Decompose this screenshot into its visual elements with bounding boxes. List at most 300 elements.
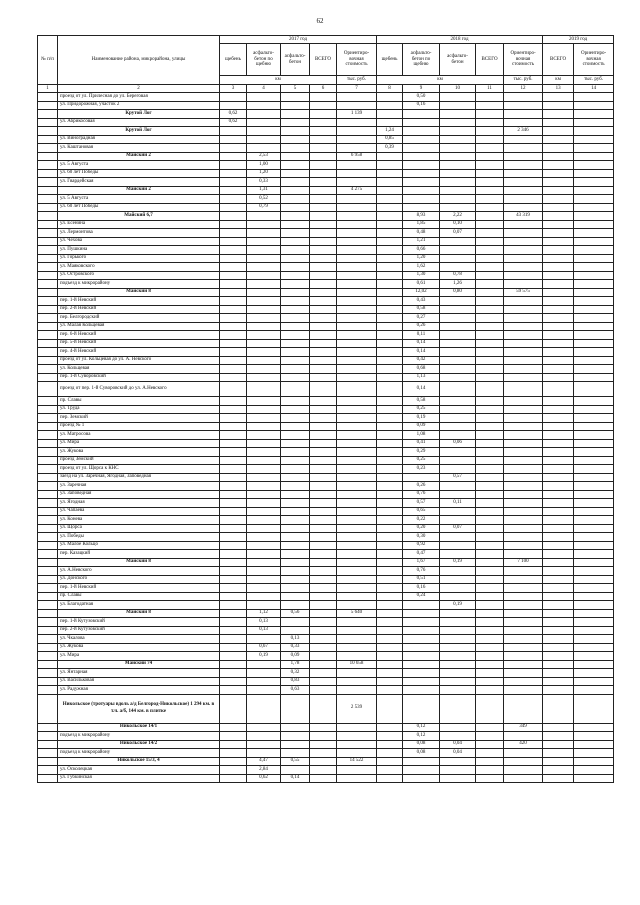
value-cell [504, 93, 543, 102]
value-cell [310, 152, 337, 161]
street-name-cell: Крутой Лог [58, 110, 220, 119]
value-cell [504, 686, 543, 695]
value-cell [247, 93, 281, 102]
value-cell [337, 516, 377, 525]
value-cell [574, 186, 614, 195]
value-cell [543, 541, 574, 550]
value-cell [543, 567, 574, 576]
value-cell [310, 305, 337, 314]
street-name-cell: ул. Виноградная [58, 135, 220, 144]
value-cell [337, 237, 377, 246]
value-cell [337, 356, 377, 365]
value-cell [504, 195, 543, 204]
value-cell: 0,20 [403, 524, 440, 533]
value-cell [574, 229, 614, 238]
value-cell [310, 356, 337, 365]
value-cell [476, 723, 504, 732]
value-cell [543, 110, 574, 119]
value-cell [440, 110, 476, 119]
value-cell [574, 584, 614, 593]
column-number: 6 [310, 85, 337, 93]
value-cell [377, 331, 403, 340]
street-name-cell: проезд от ул. Щорса к КНС [58, 465, 220, 474]
value-cell: 0,13 [247, 626, 281, 635]
value-cell [543, 314, 574, 323]
value-cell [220, 314, 247, 323]
row-number-cell [38, 373, 58, 382]
value-cell [281, 93, 310, 102]
value-cell [247, 694, 281, 723]
table-row [38, 749, 614, 758]
value-cell [247, 533, 281, 542]
row-number-cell [38, 694, 58, 723]
value-cell [247, 271, 281, 280]
value-cell [574, 254, 614, 263]
value-cell [574, 601, 614, 610]
value-cell [440, 263, 476, 272]
street-name-cell: ул. Горького [58, 254, 220, 263]
value-cell [310, 669, 337, 678]
row-number-cell [38, 331, 58, 340]
value-cell [377, 178, 403, 187]
value-cell [440, 322, 476, 331]
table-row [38, 169, 614, 178]
value-cell [574, 161, 614, 170]
value-cell [220, 660, 247, 669]
value-cell [281, 465, 310, 474]
table-section-row [38, 212, 614, 221]
street-name-cell: Майский 6,7 [58, 212, 220, 221]
value-cell [377, 439, 403, 448]
table-row [38, 356, 614, 365]
value-cell [337, 567, 377, 576]
value-cell [440, 643, 476, 652]
value-cell [574, 93, 614, 102]
street-name-cell: ул. Маяковского [58, 263, 220, 272]
street-name-cell: проезд Земский [58, 456, 220, 465]
value-cell [403, 110, 440, 119]
value-cell [504, 567, 543, 576]
street-name-cell: ул. Островского [58, 271, 220, 280]
value-cell [476, 541, 504, 550]
row-number-cell [38, 348, 58, 357]
row-number-cell [38, 669, 58, 678]
value-cell [247, 229, 281, 238]
value-cell: 0,62 [220, 118, 247, 127]
column-number: 10 [440, 85, 476, 93]
street-name-cell: пер. Земский [58, 414, 220, 423]
value-cell [543, 297, 574, 306]
value-cell [310, 592, 337, 601]
value-cell [403, 186, 440, 195]
value-cell: 0,08 [403, 740, 440, 749]
value-cell [504, 660, 543, 669]
value-cell [310, 694, 337, 723]
street-name-cell: подъезд к микрорайону [58, 749, 220, 758]
value-cell [220, 356, 247, 365]
value-cell [476, 524, 504, 533]
value-cell [574, 127, 614, 136]
value-cell [543, 635, 574, 644]
street-name-cell: пер. 2-й Невский [58, 305, 220, 314]
value-cell [476, 414, 504, 423]
value-cell [220, 669, 247, 678]
value-cell [476, 635, 504, 644]
value-cell [476, 431, 504, 440]
row-number-cell [38, 322, 58, 331]
table-row [38, 144, 614, 153]
value-cell [476, 740, 504, 749]
table-row [38, 516, 614, 525]
value-cell [337, 677, 377, 686]
value-cell [476, 694, 504, 723]
value-cell [337, 373, 377, 382]
value-cell [504, 152, 543, 161]
value-cell [504, 533, 543, 542]
row-number-cell [38, 524, 58, 533]
row-number-cell [38, 516, 58, 525]
street-name-cell: ул. Заречная [58, 482, 220, 491]
table-row [38, 618, 614, 627]
street-name-cell: ул. Заповедная [58, 490, 220, 499]
value-cell [476, 499, 504, 508]
value-cell [476, 305, 504, 314]
value-cell [337, 339, 377, 348]
value-cell [377, 161, 403, 170]
table-row [38, 101, 614, 110]
value-cell [281, 507, 310, 516]
value-cell: 0,11 [440, 499, 476, 508]
value-cell [220, 237, 247, 246]
table-section-row [38, 110, 614, 119]
value-cell [504, 161, 543, 170]
value-cell [543, 601, 574, 610]
value-cell [440, 178, 476, 187]
table-row [38, 203, 614, 212]
value-cell [504, 618, 543, 627]
value-cell [476, 186, 504, 195]
value-cell [377, 465, 403, 474]
value-cell [543, 482, 574, 491]
row-number-cell [38, 482, 58, 491]
row-number-cell [38, 305, 58, 314]
row-number-cell [38, 575, 58, 584]
street-name-cell: пер. 1-й Кутузовский [58, 618, 220, 627]
row-number-cell [38, 152, 58, 161]
value-cell [403, 178, 440, 187]
value-cell [247, 305, 281, 314]
value-cell [476, 101, 504, 110]
value-cell: 0,43 [403, 297, 440, 306]
row-number-cell [38, 473, 58, 482]
value-cell [377, 694, 403, 723]
value-cell: 0,62 [247, 774, 281, 783]
value-cell [574, 422, 614, 431]
row-number-cell [38, 774, 58, 783]
value-cell [337, 635, 377, 644]
value-cell [574, 288, 614, 297]
value-cell [281, 749, 310, 758]
value-cell [337, 448, 377, 457]
table-row [38, 246, 614, 255]
value-cell [543, 271, 574, 280]
value-cell [247, 118, 281, 127]
row-number-cell [38, 229, 58, 238]
value-cell [403, 473, 440, 482]
value-cell [337, 169, 377, 178]
value-cell [440, 490, 476, 499]
value-cell [504, 144, 543, 153]
street-name-cell: ул. Труда [58, 405, 220, 414]
value-cell [403, 144, 440, 153]
value-cell [220, 297, 247, 306]
table-row [38, 652, 614, 661]
value-cell [247, 732, 281, 741]
header-asphalt: асфальто-бетон [440, 44, 476, 76]
value-cell [310, 161, 337, 170]
table-row [38, 414, 614, 423]
value-cell: 0,04 [440, 749, 476, 758]
table-header [38, 36, 614, 93]
table-row [38, 405, 614, 414]
table-row [38, 524, 614, 533]
value-cell [220, 626, 247, 635]
row-number-cell [38, 490, 58, 499]
value-cell [574, 431, 614, 440]
value-cell [247, 431, 281, 440]
value-cell [440, 635, 476, 644]
value-cell [476, 439, 504, 448]
value-cell [220, 101, 247, 110]
value-cell [504, 297, 543, 306]
value-cell [476, 456, 504, 465]
value-cell [247, 456, 281, 465]
value-cell [476, 626, 504, 635]
value-cell [247, 288, 281, 297]
value-cell [543, 558, 574, 567]
street-name-cell: ул. Есенина [58, 220, 220, 229]
value-cell [574, 524, 614, 533]
value-cell [377, 473, 403, 482]
value-cell [476, 110, 504, 119]
value-cell [247, 740, 281, 749]
value-cell [440, 669, 476, 678]
table-row [38, 499, 614, 508]
value-cell [281, 499, 310, 508]
header-unit-km: км [377, 76, 504, 85]
value-cell [543, 686, 574, 695]
value-cell: 1,62 [403, 263, 440, 272]
value-cell [504, 397, 543, 406]
value-cell [504, 118, 543, 127]
value-cell [337, 669, 377, 678]
value-cell [281, 127, 310, 136]
value-cell [247, 575, 281, 584]
value-cell [247, 365, 281, 374]
value-cell [403, 203, 440, 212]
table-row [38, 732, 614, 741]
value-cell [220, 490, 247, 499]
value-cell [377, 541, 403, 550]
value-cell [310, 448, 337, 457]
value-cell [476, 161, 504, 170]
value-cell [220, 373, 247, 382]
value-cell: 0,26 [403, 322, 440, 331]
value-cell [574, 686, 614, 695]
value-cell: 0,83 [281, 677, 310, 686]
street-name-cell: ул. Малая Кольцевая [58, 322, 220, 331]
value-cell [247, 550, 281, 559]
row-number-cell [38, 609, 58, 618]
row-number-cell [38, 541, 58, 550]
value-cell [377, 195, 403, 204]
row-number-cell [38, 246, 58, 255]
value-cell [543, 237, 574, 246]
value-cell [440, 405, 476, 414]
value-cell [543, 195, 574, 204]
street-name-cell: ул. Янтарная [58, 669, 220, 678]
table-row [38, 135, 614, 144]
value-cell [574, 499, 614, 508]
value-cell [504, 237, 543, 246]
street-name-cell: пер. 2-й Кутузовский [58, 626, 220, 635]
value-cell: 0,76 [403, 490, 440, 499]
value-cell [574, 144, 614, 153]
street-name-cell: ул. Абрикосовая [58, 118, 220, 127]
value-cell [377, 220, 403, 229]
value-cell: 0,09 [281, 652, 310, 661]
value-cell [543, 660, 574, 669]
street-name-cell: пр. Славы [58, 592, 220, 601]
column-number: 2 [58, 85, 220, 93]
value-cell [337, 101, 377, 110]
value-cell [440, 757, 476, 766]
value-cell [281, 246, 310, 255]
value-cell [574, 456, 614, 465]
street-name-cell: ул. 5 Августа [58, 161, 220, 170]
value-cell [310, 101, 337, 110]
value-cell [247, 263, 281, 272]
value-cell [504, 643, 543, 652]
row-number-cell [38, 365, 58, 374]
value-cell [220, 280, 247, 289]
value-cell [574, 677, 614, 686]
value-cell [337, 144, 377, 153]
value-cell: 0,48 [403, 229, 440, 238]
value-cell [476, 271, 504, 280]
table-row [38, 439, 614, 448]
value-cell [476, 422, 504, 431]
street-name-cell: ул. Пушкина [58, 246, 220, 255]
row-number-cell [38, 414, 58, 423]
street-name-cell: ул. Чехова [58, 237, 220, 246]
header-total: ВСЕГО [543, 44, 574, 76]
value-cell [247, 246, 281, 255]
value-cell [247, 397, 281, 406]
value-cell [281, 195, 310, 204]
value-cell [220, 677, 247, 686]
value-cell [310, 93, 337, 102]
street-name-cell: ул. А.Невского [58, 567, 220, 576]
value-cell [337, 314, 377, 323]
value-cell: 0,08 [403, 749, 440, 758]
table-row [38, 456, 614, 465]
table-row [38, 575, 614, 584]
value-cell [543, 186, 574, 195]
value-cell [504, 339, 543, 348]
value-cell: 4,47 [247, 757, 281, 766]
value-cell [281, 322, 310, 331]
value-cell [504, 694, 543, 723]
value-cell [440, 422, 476, 431]
value-cell [574, 263, 614, 272]
value-cell [247, 669, 281, 678]
row-number-cell [38, 271, 58, 280]
value-cell [440, 465, 476, 474]
value-cell [504, 101, 543, 110]
value-cell [476, 331, 504, 340]
value-cell [281, 186, 310, 195]
value-cell [543, 550, 574, 559]
value-cell [476, 144, 504, 153]
value-cell [377, 558, 403, 567]
value-cell [504, 110, 543, 119]
value-cell [476, 127, 504, 136]
table-row [38, 473, 614, 482]
value-cell [247, 220, 281, 229]
value-cell [440, 348, 476, 357]
table-section-row [38, 152, 614, 161]
value-cell [337, 93, 377, 102]
value-cell [440, 732, 476, 741]
table-row [38, 686, 614, 695]
row-number-cell [38, 601, 58, 610]
value-cell [476, 749, 504, 758]
table-row [38, 669, 614, 678]
value-cell [247, 567, 281, 576]
value-cell [377, 229, 403, 238]
value-cell [440, 237, 476, 246]
value-cell: 0,26 [403, 482, 440, 491]
value-cell: 0,06 [440, 439, 476, 448]
value-cell [476, 169, 504, 178]
value-cell [310, 584, 337, 593]
header-unit-rub: тыс. руб. [574, 76, 614, 85]
value-cell: 0,16 [403, 584, 440, 593]
value-cell [440, 541, 476, 550]
value-cell [337, 766, 377, 775]
value-cell [543, 533, 574, 542]
value-cell: 0,57 [403, 499, 440, 508]
value-cell [476, 618, 504, 627]
value-cell [281, 533, 310, 542]
value-cell [504, 448, 543, 457]
value-cell [310, 490, 337, 499]
value-cell [377, 456, 403, 465]
value-cell: 12,02 [403, 288, 440, 297]
value-cell [476, 254, 504, 263]
row-number-cell [38, 592, 58, 601]
value-cell [504, 254, 543, 263]
value-cell [247, 473, 281, 482]
value-cell [574, 439, 614, 448]
value-cell [220, 186, 247, 195]
row-number-cell [38, 397, 58, 406]
value-cell [220, 220, 247, 229]
value-cell [310, 297, 337, 306]
value-cell [543, 652, 574, 661]
value-cell [574, 448, 614, 457]
